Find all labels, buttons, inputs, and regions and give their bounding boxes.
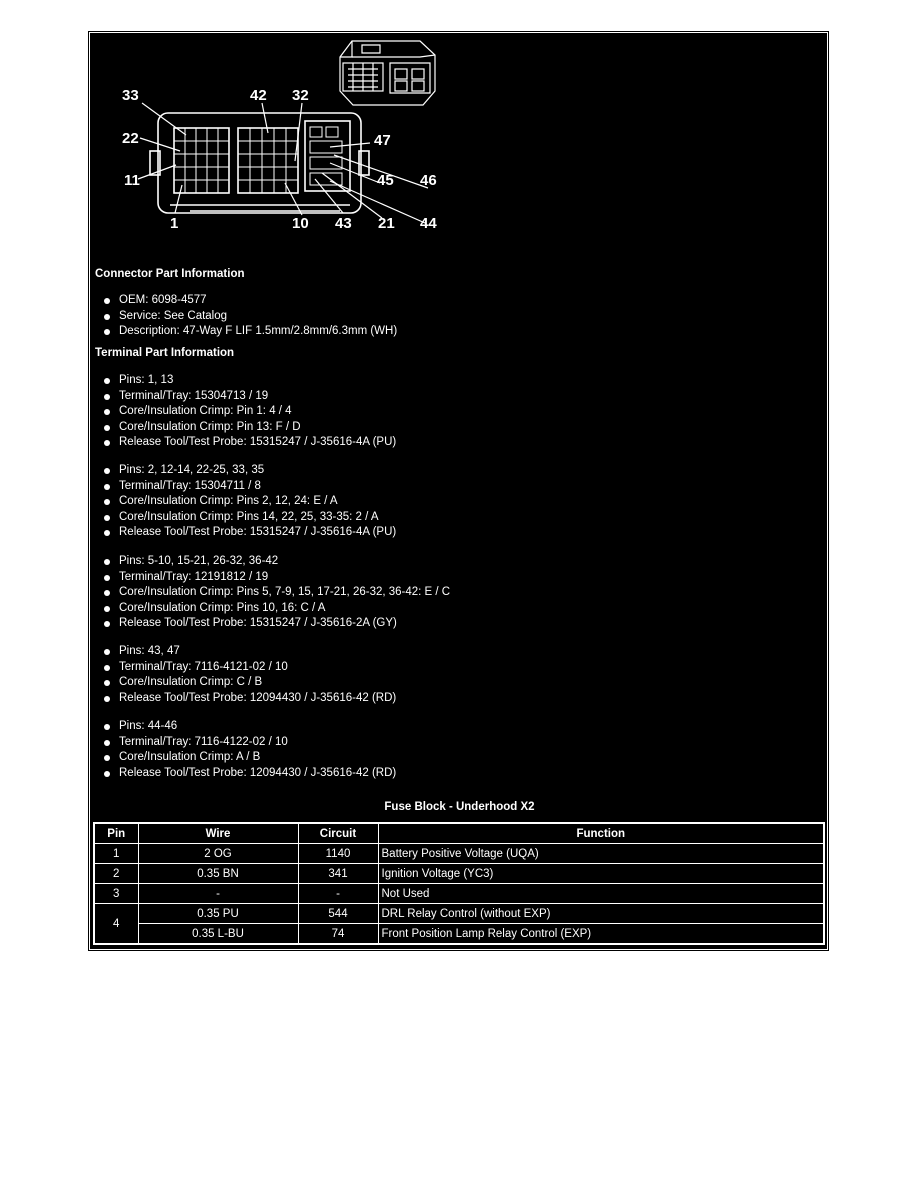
pin-table bbox=[93, 822, 825, 945]
header-wire: Wire bbox=[138, 823, 298, 844]
table-row bbox=[94, 844, 824, 864]
cell-circuit: - bbox=[298, 884, 378, 904]
cell-function: Ignition Voltage (YC3) bbox=[378, 864, 824, 884]
cell-pin: 4 bbox=[94, 904, 138, 945]
callout-33: 33 bbox=[122, 87, 139, 104]
cell-pin: 3 bbox=[94, 884, 138, 904]
list-item: Release Tool/Test Probe: 12094430 / J-35616-42 (RD) bbox=[102, 766, 396, 782]
terminal-group-3 bbox=[102, 554, 450, 632]
callout-1: 1 bbox=[170, 215, 179, 232]
cell-wire: 2 OG bbox=[138, 844, 298, 864]
cell-function: Front Position Lamp Relay Control (EXP) bbox=[378, 924, 824, 945]
cell-wire: 0.35 PU bbox=[138, 904, 298, 924]
cell-wire: - bbox=[138, 884, 298, 904]
cell-function: Battery Positive Voltage (UQA) bbox=[378, 844, 824, 864]
header-pin: Pin bbox=[94, 823, 138, 844]
list-item: Release Tool/Test Probe: 15315247 / J-35616-4A (PU) bbox=[102, 525, 396, 541]
list-item: Pins: 44-46 bbox=[102, 719, 396, 735]
cell-circuit: 544 bbox=[298, 904, 378, 924]
document-panel bbox=[89, 32, 828, 950]
callout-22: 22 bbox=[122, 130, 139, 147]
table-header-row bbox=[94, 823, 824, 844]
table-row bbox=[94, 884, 824, 904]
cell-wire: 0.35 BN bbox=[138, 864, 298, 884]
callout-21: 21 bbox=[378, 215, 395, 232]
list-item: Core/Insulation Crimp: Pin 1: 4 / 4 bbox=[102, 404, 396, 420]
callout-44: 44 bbox=[420, 215, 437, 232]
table-row bbox=[94, 864, 824, 884]
list-item: Service: See Catalog bbox=[102, 309, 397, 325]
list-item: Core/Insulation Crimp: Pins 2, 12, 24: E / A bbox=[102, 494, 396, 510]
terminal-part-info-heading: Terminal Part Information bbox=[95, 347, 235, 359]
list-item: Pins: 2, 12-14, 22-25, 33, 35 bbox=[102, 463, 396, 479]
terminal-group-1 bbox=[102, 373, 396, 451]
callout-43: 43 bbox=[335, 215, 352, 232]
cell-circuit: 341 bbox=[298, 864, 378, 884]
list-item: OEM: 6098-4577 bbox=[102, 293, 397, 309]
header-function: Function bbox=[378, 823, 824, 844]
list-item: Core/Insulation Crimp: Pins 5, 7-9, 15, 17-21, 26-32, 36-42: E / C bbox=[102, 585, 450, 601]
cell-circuit: 1140 bbox=[298, 844, 378, 864]
cell-pin: 2 bbox=[94, 864, 138, 884]
list-item: Core/Insulation Crimp: C / B bbox=[102, 675, 396, 691]
list-item: Core/Insulation Crimp: Pins 14, 22, 25, 33-35: 2 / A bbox=[102, 510, 396, 526]
list-item: Terminal/Tray: 7116-4121-02 / 10 bbox=[102, 660, 396, 676]
connector-part-info-list bbox=[102, 293, 397, 340]
header-circuit: Circuit bbox=[298, 823, 378, 844]
cell-circuit: 74 bbox=[298, 924, 378, 945]
table-title: Fuse Block - Underhood X2 bbox=[384, 801, 535, 813]
list-item: Release Tool/Test Probe: 12094430 / J-35616-42 (RD) bbox=[102, 691, 396, 707]
list-item: Pins: 5-10, 15-21, 26-32, 36-42 bbox=[102, 554, 450, 570]
cell-pin: 1 bbox=[94, 844, 138, 864]
list-item: Terminal/Tray: 7116-4122-02 / 10 bbox=[102, 735, 396, 751]
cell-wire: 0.35 L-BU bbox=[138, 924, 298, 945]
connector-part-info-heading: Connector Part Information bbox=[95, 268, 245, 280]
terminal-group-5 bbox=[102, 719, 396, 781]
callout-11: 11 bbox=[124, 172, 140, 189]
list-item: Release Tool/Test Probe: 15315247 / J-35616-4A (PU) bbox=[102, 435, 396, 451]
terminal-cavities bbox=[174, 127, 342, 193]
connector-diagram bbox=[90, 33, 829, 258]
list-item: Core/Insulation Crimp: A / B bbox=[102, 750, 396, 766]
callout-46: 46 bbox=[420, 172, 437, 189]
cell-function: Not Used bbox=[378, 884, 824, 904]
list-item: Core/Insulation Crimp: Pins 10, 16: C / A bbox=[102, 601, 450, 617]
list-item: Terminal/Tray: 15304713 / 19 bbox=[102, 389, 396, 405]
callout-45: 45 bbox=[377, 172, 394, 189]
list-item: Core/Insulation Crimp: Pin 13: F / D bbox=[102, 420, 396, 436]
connector-3d-view-icon bbox=[340, 41, 435, 105]
list-item: Pins: 1, 13 bbox=[102, 373, 396, 389]
cell-function: DRL Relay Control (without EXP) bbox=[378, 904, 824, 924]
list-item: Terminal/Tray: 12191812 / 19 bbox=[102, 570, 450, 586]
list-item: Release Tool/Test Probe: 15315247 / J-35616-2A (GY) bbox=[102, 616, 450, 632]
list-item: Description: 47-Way F LIF 1.5mm/2.8mm/6.3mm (WH) bbox=[102, 324, 397, 340]
callout-32: 32 bbox=[292, 87, 309, 104]
callout-47: 47 bbox=[374, 132, 391, 149]
table-row bbox=[94, 924, 824, 945]
connector-face bbox=[150, 113, 369, 213]
terminal-group-2 bbox=[102, 463, 396, 541]
table-row bbox=[94, 904, 824, 924]
callout-42: 42 bbox=[250, 87, 267, 104]
terminal-group-4 bbox=[102, 644, 396, 706]
list-item: Pins: 43, 47 bbox=[102, 644, 396, 660]
list-item: Terminal/Tray: 15304711 / 8 bbox=[102, 479, 396, 495]
callout-10: 10 bbox=[292, 215, 309, 232]
